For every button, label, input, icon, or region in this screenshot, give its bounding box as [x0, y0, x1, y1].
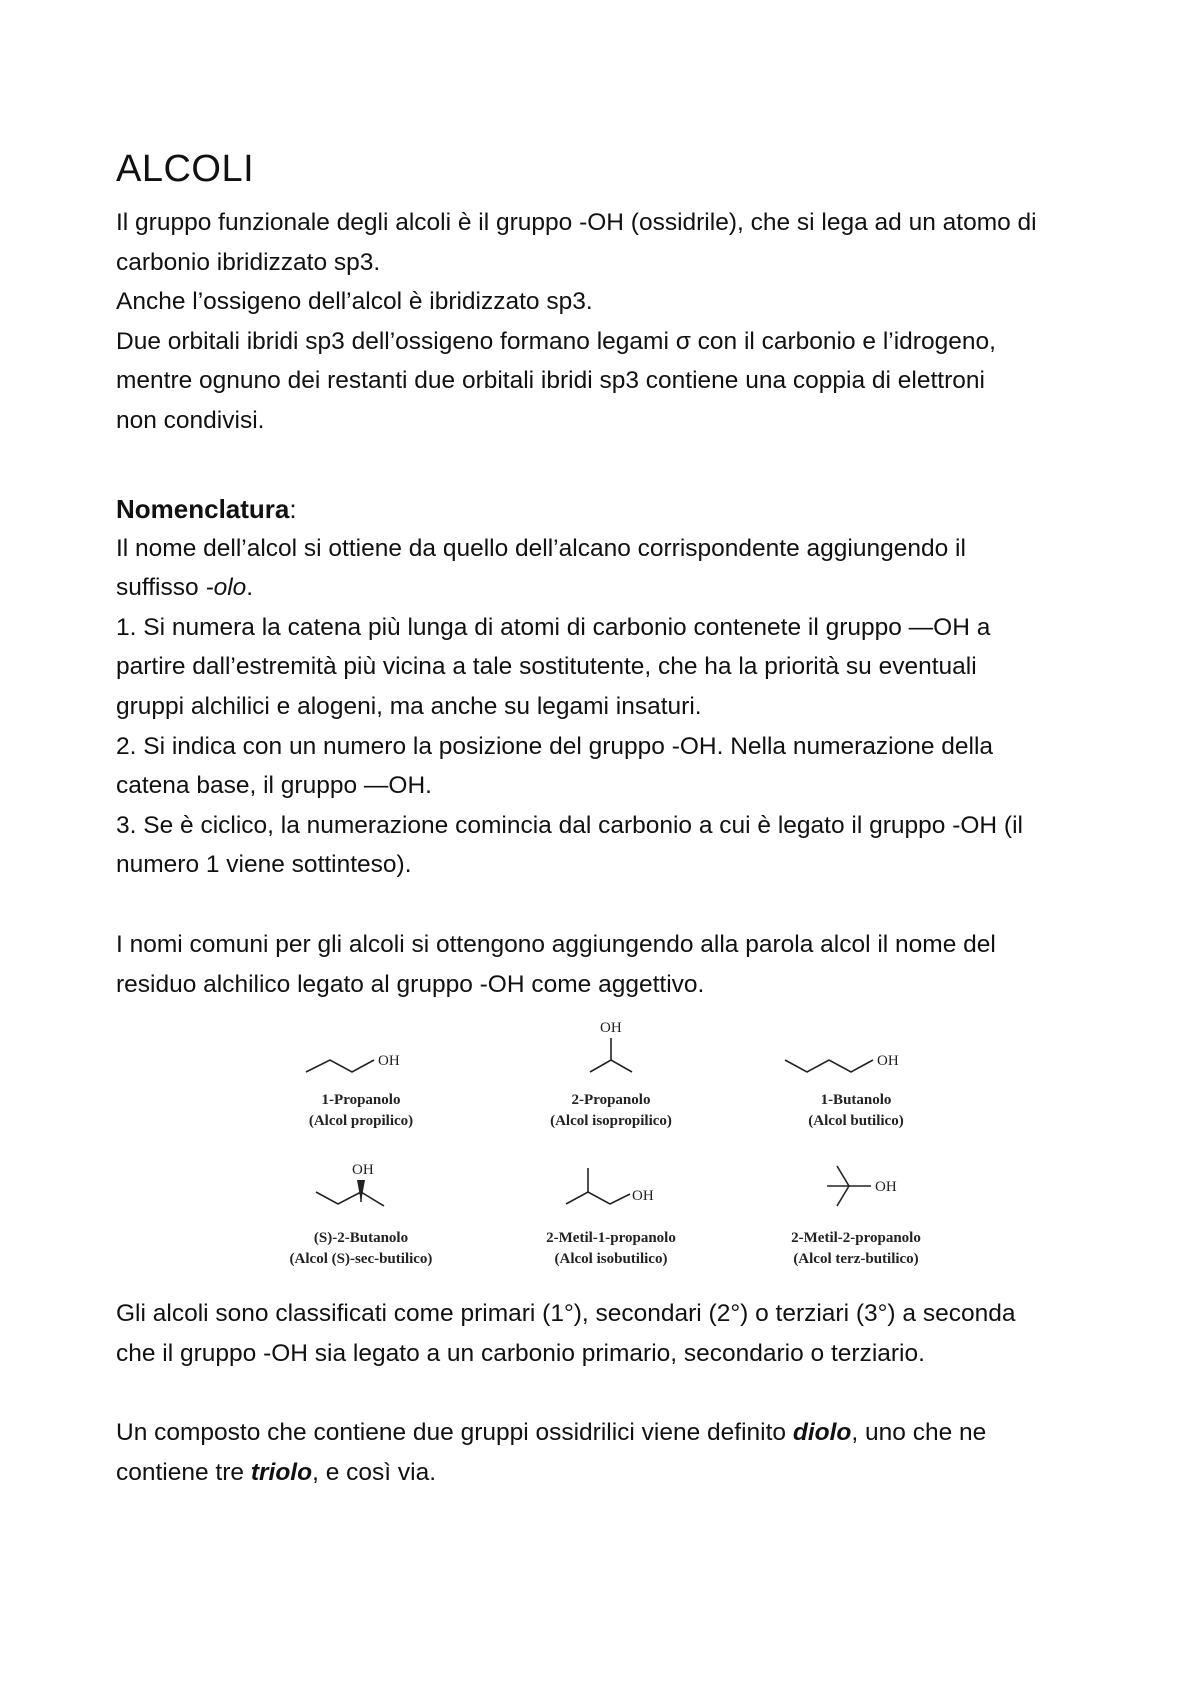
structure-1-butanolo: [771, 1038, 941, 1090]
molecule-common-name: (Alcol propilico): [308, 1113, 414, 1130]
intro-section: [116, 203, 1096, 441]
intro-line: Due orbitali ibridi sp3 dell’ossigeno formano legami σ con il carbonio e l’idrogeno,: [116, 327, 996, 355]
classification-line: Gli alcoli sono classificati come primari (1°), secondari (2°) o terziari (3°) a seconda: [116, 1300, 1016, 1328]
rule-line: gruppi alchilici e alogeni, ma anche su legami insaturi.: [116, 692, 702, 720]
diol-text: contiene tre: [116, 1458, 251, 1486]
molecule-2-metil-1-propanolo: [486, 1158, 736, 1270]
intro-line: carbonio ibridizzato sp3.: [116, 248, 381, 276]
classification-line: che il gruppo -OH sia legato a un carbonio primario, secondario o terziario.: [116, 1339, 925, 1367]
diol-line: [116, 1453, 1096, 1493]
oh-label: OH: [600, 1020, 622, 1037]
oh-label: OH: [352, 1162, 374, 1179]
molecule-common-name: (Alcol isopropilico): [550, 1113, 672, 1130]
structure-s-2-butanolo: [286, 1158, 436, 1228]
rule-line: partire dall’estremità più vicina a tale sostitutente, che ha la priorità su eventuali: [116, 653, 977, 681]
molecule-common-text: (Alcol (S)-sec-butilico): [289, 1251, 433, 1268]
molecule-name-text: (S)-2-Butanolo: [313, 1230, 409, 1247]
molecule-name: 1-Propanolo: [321, 1092, 401, 1109]
molecule-name: 2-Metil-1-propanolo: [546, 1230, 676, 1247]
rule-line: 1. Si numera la catena più lunga di atomi di carbonio contenete il gruppo —OH a: [116, 613, 991, 641]
molecule-1-butanolo: [731, 1038, 981, 1132]
molecule-s-2-butanolo: [236, 1158, 486, 1270]
molecule-name: 1-Butanolo: [820, 1092, 892, 1109]
molecule-common-name: [236, 1249, 486, 1270]
triolo-term: triolo: [250, 1458, 313, 1486]
nomenclature-section: [116, 481, 1096, 885]
diol-text: , uno che ne: [851, 1419, 987, 1447]
nomenclature-line: [116, 568, 1096, 608]
diolo-term: diolo: [792, 1419, 852, 1447]
common-names-line: residuo alchilico legato al gruppo -OH come aggettivo.: [116, 970, 705, 998]
classification-section: [116, 1294, 1096, 1373]
molecule-name: 2-Propanolo: [571, 1092, 651, 1109]
molecule-common-name: (Alcol butilico): [808, 1113, 904, 1130]
rule-line: 3. Se è ciclico, la numerazione comincia dal carbonio a cui è legato il gruppo -OH (il: [116, 811, 1023, 839]
oh-label: OH: [378, 1053, 400, 1070]
intro-line: Il gruppo funzionale degli alcoli è il gruppo -OH (ossidrile), che si lega ad un atomo di: [116, 209, 1037, 236]
molecule-name: [236, 1228, 486, 1249]
intro-line: Anche l’ossigeno dell’alcol è ibridizzato sp3.: [116, 288, 593, 316]
diol-line: [116, 1413, 1096, 1453]
oh-label: OH: [875, 1179, 897, 1196]
intro-line: non condivisi.: [116, 406, 265, 434]
rule-line: numero 1 viene sottinteso).: [116, 851, 412, 879]
spacer: [116, 1373, 1096, 1413]
nomenclature-line: Il nome dell’alcol si ottiene da quello dell’alcano corrispondente aggiungendo il: [116, 534, 966, 562]
diol-section: [116, 1413, 1096, 1492]
spacer: [116, 885, 1096, 925]
spacer: [116, 441, 1096, 481]
molecule-2-propanolo: [486, 1016, 736, 1132]
alcohol-structures-figure: [116, 1016, 1096, 1276]
rule-line: catena base, il gruppo —OH.: [116, 772, 432, 800]
intro-line: mentre ognuno dei restanti due orbitali ibridi sp3 contiene una coppia di elettroni: [116, 367, 985, 395]
molecule-name: 2-Metil-2-propanolo: [791, 1230, 921, 1247]
molecule-1-propanolo: [236, 1038, 486, 1132]
suffix-prefix: suffisso: [116, 574, 206, 602]
nomenclature-heading: [116, 481, 1096, 529]
oh-label: OH: [877, 1053, 899, 1070]
diol-text: , e così via.: [312, 1458, 437, 1486]
common-names-line: I nomi comuni per gli alcoli si ottengono aggiungendo alla parola alcol il nome del: [116, 930, 996, 958]
molecule-2-metil-2-propanolo: [731, 1158, 981, 1270]
rule-line: 2. Si indica con un numero la posizione del gruppo -OH. Nella numerazione della: [116, 732, 994, 760]
page-title: ALCOLI: [116, 148, 255, 190]
structure-2-propanolo: [536, 1016, 686, 1090]
document-content: [116, 148, 1096, 1492]
molecule-common-name: (Alcol terz-butilico): [793, 1251, 919, 1268]
heading-colon: :: [289, 493, 297, 524]
oh-label: OH: [632, 1188, 654, 1205]
molecule-common-name: (Alcol isobutilico): [554, 1251, 668, 1268]
structure-2-metil-2-propanolo: [771, 1158, 941, 1228]
suffix-olo: -olo: [205, 574, 247, 602]
structure-2-metil-1-propanolo: [526, 1158, 696, 1228]
diol-text: Un composto che contiene due gruppi ossidrilici viene definito: [116, 1419, 793, 1447]
structure-1-propanolo: [286, 1038, 436, 1090]
suffix-end: .: [246, 574, 254, 602]
common-names-section: [116, 925, 1096, 1004]
nomenclature-heading-text: Nomenclatura: [116, 493, 290, 524]
